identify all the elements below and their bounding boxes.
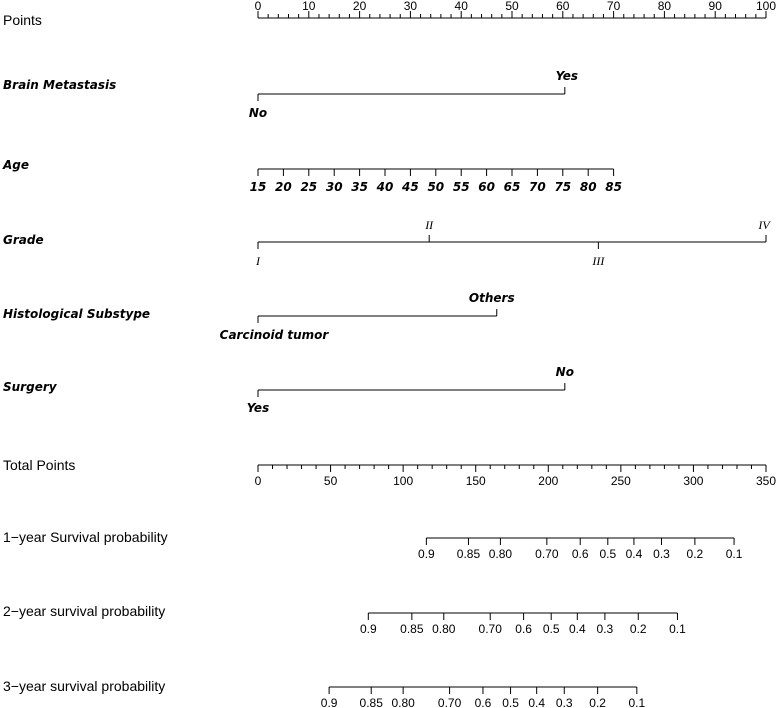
- total-points-tick-label: 100: [393, 474, 414, 488]
- survival-axis-tick-label: 0.2: [589, 696, 606, 708]
- survival-axis-tick-label: 0.85: [359, 696, 383, 708]
- total-points-tick-label: 150: [465, 474, 486, 488]
- total-points-tick-label: 350: [755, 474, 777, 488]
- survival-axis-label-3: 3−year survival probability: [3, 678, 166, 694]
- survival-axis-tick-label: 0.1: [628, 696, 646, 708]
- points-axis-tick-label: 80: [657, 0, 672, 13]
- age-tick-label: 15: [249, 180, 267, 194]
- points-axis-tick-label: 60: [556, 0, 570, 13]
- age-tick-label: 70: [529, 180, 546, 194]
- brain-metastasis-label: Brain Metastasis: [3, 78, 117, 92]
- age-tick-label: 35: [351, 180, 368, 194]
- points-axis-tick-label: 40: [454, 0, 468, 13]
- points-axis-tick-label: 0: [254, 0, 262, 13]
- survival-axis-tick-label: 0.2: [629, 622, 647, 636]
- survival-axis-tick-label: 0.4: [528, 696, 546, 708]
- age-tick-label: 80: [579, 180, 597, 194]
- age-tick-label: 50: [427, 180, 445, 194]
- survival-axis-tick-label: 0.3: [653, 547, 670, 561]
- survival-axis-tick-label: 0.6: [515, 622, 532, 636]
- survival-axis-tick-label: 0.5: [502, 696, 519, 708]
- grade-tick-label: II: [425, 218, 434, 232]
- points-axis-tick-label: 20: [352, 0, 367, 13]
- age-tick-label: 85: [605, 180, 622, 194]
- total-points-tick-label: 250: [610, 474, 631, 488]
- grade-tick-label: III: [592, 254, 605, 268]
- points-axis-tick-label: 70: [606, 0, 621, 13]
- survival-axis-tick-label: 0.2: [686, 547, 704, 561]
- survival-axis-tick-label: 0.4: [568, 622, 586, 636]
- surgery-level-label: No: [555, 365, 574, 379]
- histological-subtype-level-label: Others: [468, 291, 515, 305]
- grade-tick-label: IV: [758, 218, 770, 232]
- age-tick-label: 65: [503, 180, 521, 194]
- survival-axis-tick-label: 0.85: [456, 547, 481, 561]
- surgery-label: Surgery: [3, 380, 57, 394]
- survival-axis-tick-label: 0.6: [474, 696, 492, 708]
- age-tick-label: 25: [300, 180, 318, 194]
- age-tick-label: 75: [554, 180, 572, 194]
- points-axis-tick-label: 10: [302, 0, 316, 13]
- survival-axis-tick-label: 0.80: [391, 696, 415, 708]
- survival-axis-tick-label: 0.3: [596, 622, 614, 636]
- points-axis-tick-label: 100: [755, 0, 777, 13]
- brain-metastasis-level-label: No: [248, 106, 268, 120]
- surgery-level-label: Yes: [246, 401, 270, 415]
- survival-axis-tick-label: 0.4: [625, 547, 643, 561]
- survival-axis-label-2: 2−year survival probability: [3, 603, 166, 619]
- total-points-tick-label: 50: [323, 474, 338, 488]
- age-tick-label: 20: [275, 180, 292, 194]
- points-axis-tick-label: 30: [403, 0, 418, 13]
- survival-axis-tick-label: 0.70: [437, 696, 462, 708]
- points-axis-tick-label: 50: [505, 0, 519, 13]
- survival-axis-tick-label: 0.80: [432, 622, 456, 636]
- survival-axis-tick-label: 0.9: [320, 696, 338, 708]
- survival-axis-tick-label: 0.80: [488, 547, 513, 561]
- age-label: Age: [3, 158, 30, 172]
- survival-axis-tick-label: 0.1: [669, 622, 686, 636]
- grade-tick-label: I: [256, 254, 260, 268]
- age-tick-label: 60: [478, 180, 495, 194]
- survival-axis-tick-label: 0.9: [418, 547, 435, 561]
- age-tick-label: 30: [325, 180, 343, 194]
- survival-axis-tick-label: 0.70: [478, 622, 502, 636]
- total-points-tick-label: 200: [538, 474, 559, 488]
- survival-axis-tick-label: 0.9: [359, 622, 377, 636]
- total-points-tick-label: 300: [683, 474, 704, 488]
- brain-metastasis-level-label: Yes: [555, 69, 579, 83]
- survival-axis-label-1: 1−year Survival probability: [3, 529, 168, 545]
- grade-label: Grade: [3, 233, 44, 247]
- survival-axis-tick-label: 0.5: [599, 547, 617, 561]
- total-points-tick-label: 0: [254, 474, 262, 488]
- survival-axis-tick-label: 0.70: [535, 547, 559, 561]
- survival-axis-tick-label: 0.1: [725, 547, 743, 561]
- survival-axis-tick-label: 0.6: [571, 547, 589, 561]
- age-tick-label: 55: [452, 180, 470, 194]
- histological-subtype-label: Histological Substype: [3, 307, 151, 321]
- histological-subtype-level-label: Carcinoid tumor: [219, 328, 329, 342]
- points-axis-tick-label: 90: [708, 0, 722, 13]
- survival-axis-tick-label: 0.85: [400, 622, 424, 636]
- points-axis-label: Points: [3, 12, 42, 28]
- survival-axis-tick-label: 0.3: [555, 696, 573, 708]
- age-tick-label: 45: [402, 180, 419, 194]
- survival-axis-tick-label: 0.5: [542, 622, 560, 636]
- total-points-label: Total Points: [3, 457, 76, 473]
- age-tick-label: 40: [376, 180, 394, 194]
